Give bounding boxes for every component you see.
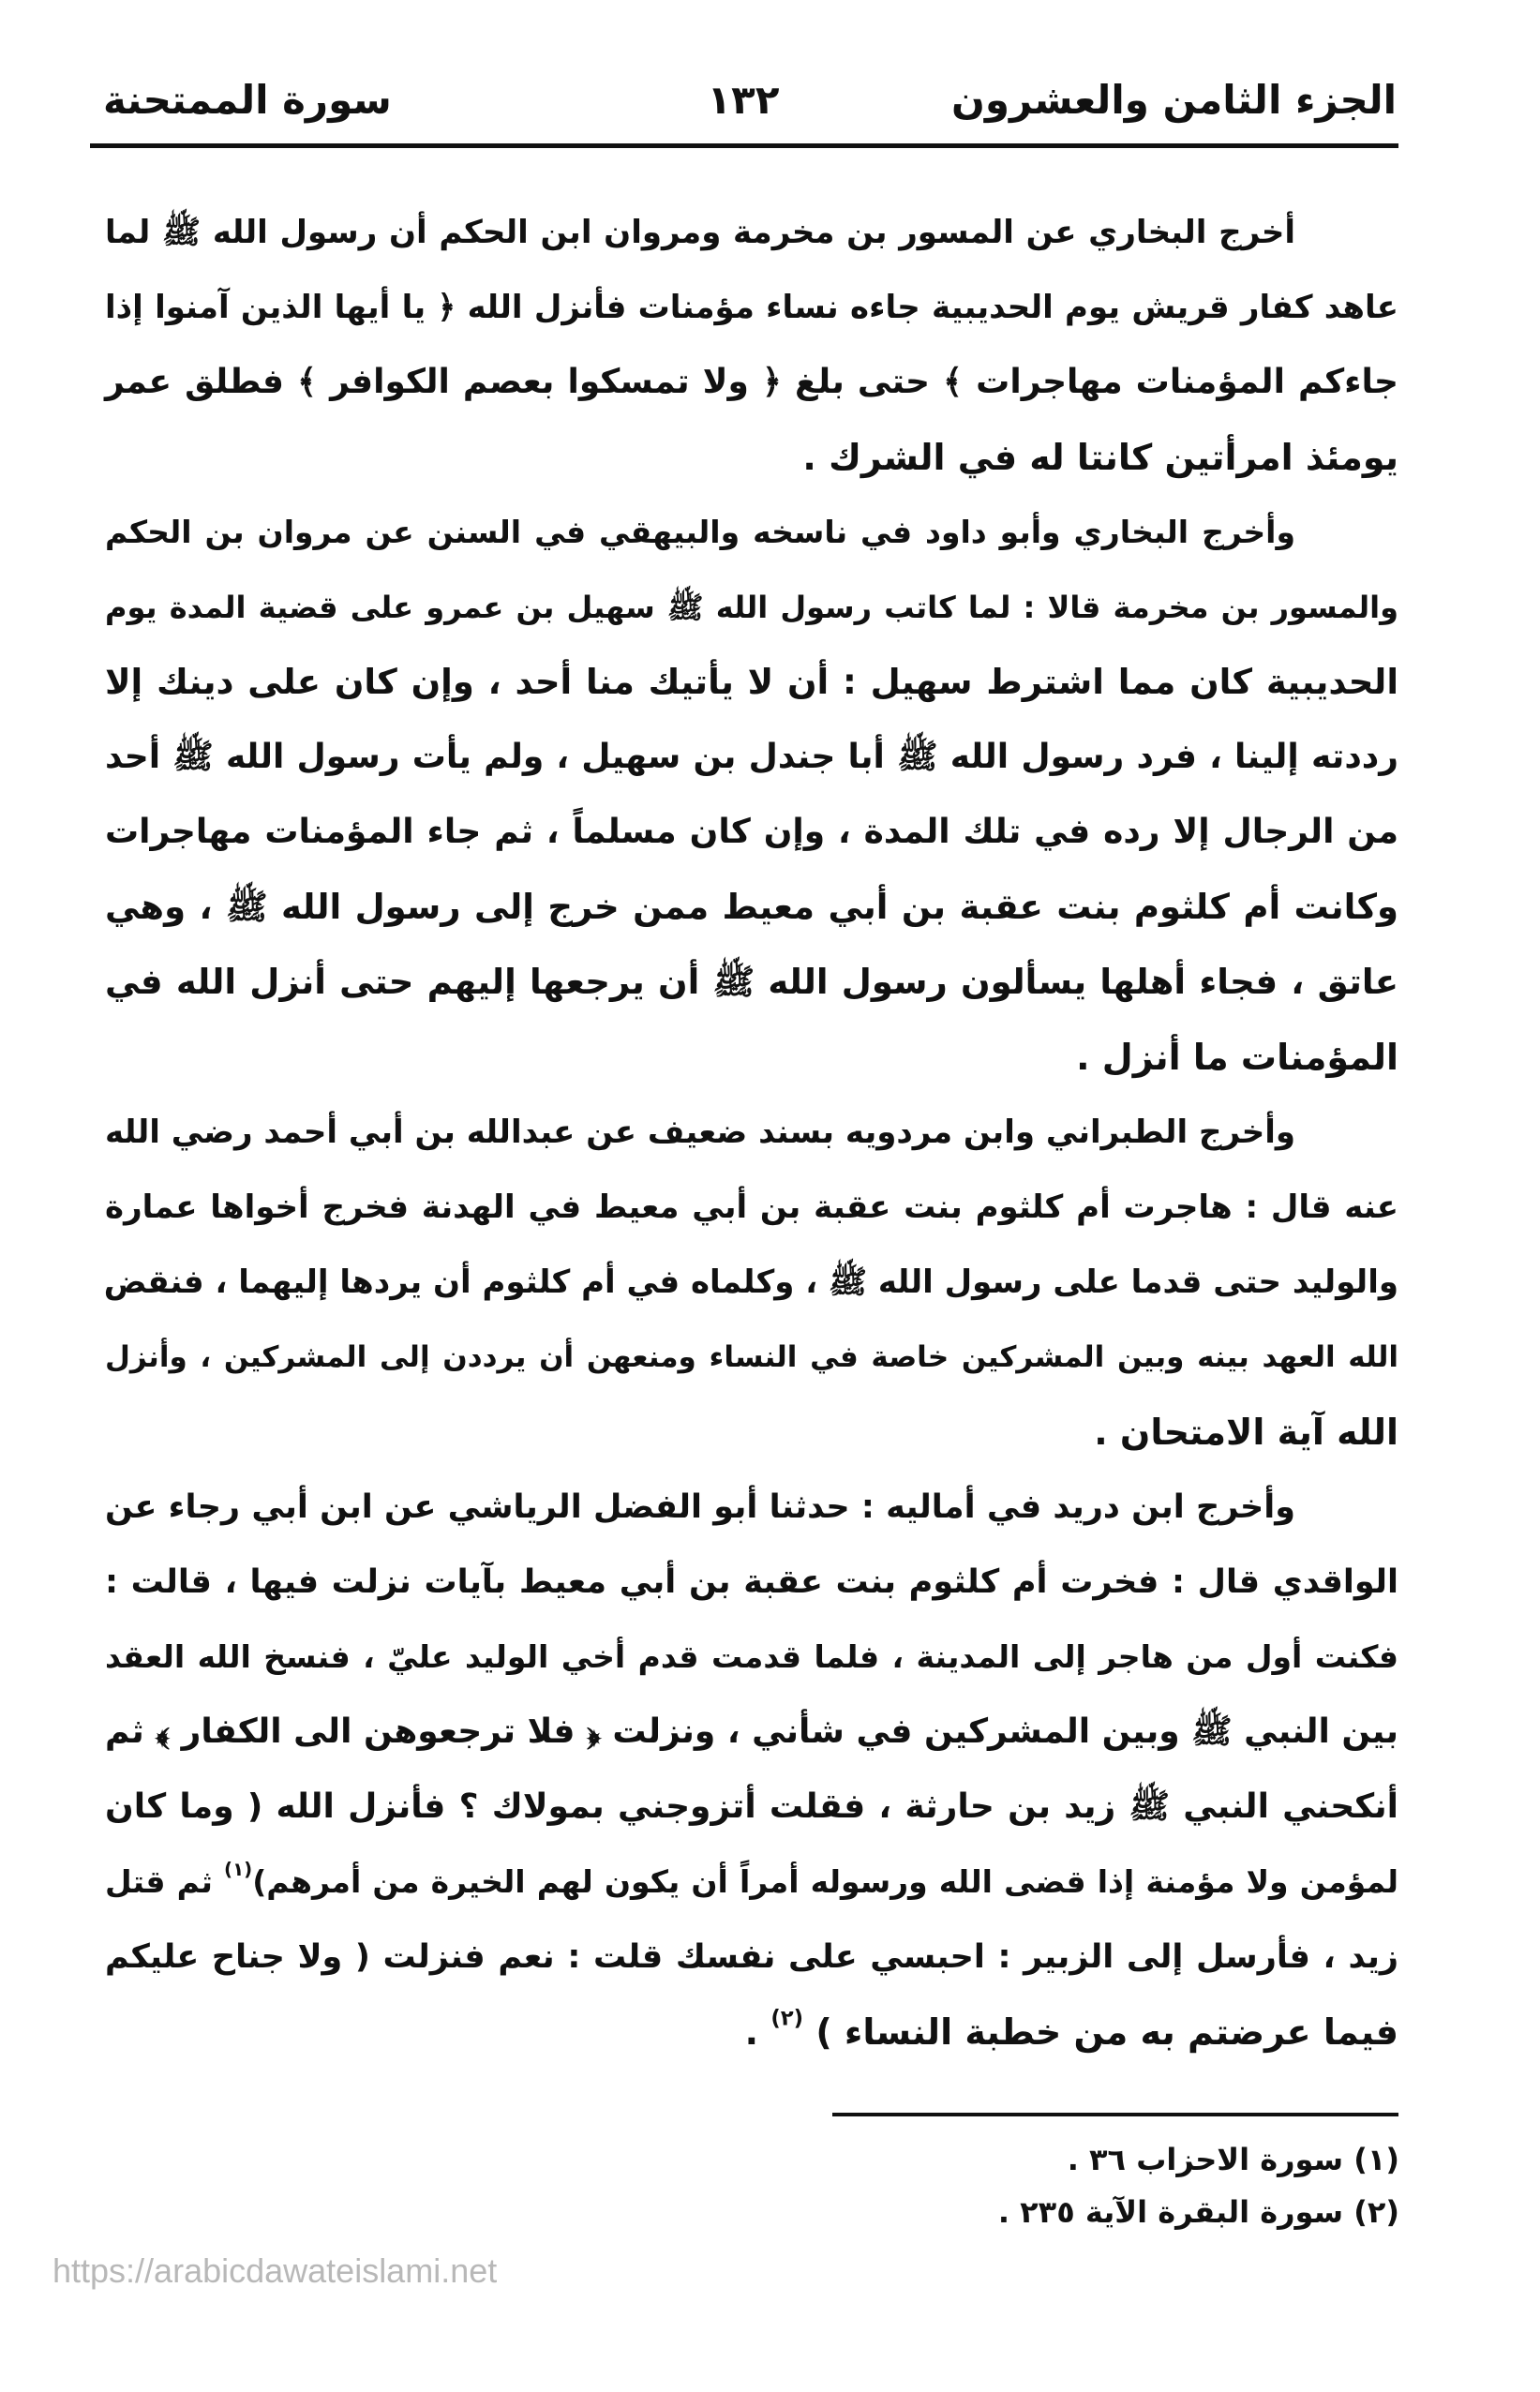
text-line <box>105 345 1398 420</box>
text-segment: عاهد كفار قريش يوم الحديبية جاءه نساء مؤمنات فأنزل الله ﴿ يا أيها الذين آمنوا إذا <box>105 289 1398 326</box>
text-line <box>105 1545 1398 1620</box>
text-line <box>105 1470 1398 1545</box>
page-header <box>90 67 1397 133</box>
footnote-divider <box>832 2113 1398 2116</box>
text-line <box>105 720 1398 795</box>
text-line <box>105 195 1398 270</box>
text-line <box>105 570 1398 645</box>
text-line <box>105 1245 1398 1320</box>
text-line <box>105 1995 1398 2070</box>
text-segment: لمؤمن ولا مؤمنة إذا قضى الله ورسوله أمراً أن يكون لهم الخيرة من أمرهم) <box>252 1863 1398 1900</box>
text-line <box>105 270 1398 345</box>
text-segment: المؤمنات ما أنزل . <box>1076 1037 1398 1078</box>
text-line <box>105 420 1398 495</box>
text-line <box>105 1020 1398 1095</box>
part-title: الجزء الثامن والعشرون <box>951 77 1397 123</box>
text-segment: عنه قال : هاجرت أم كلثوم بنت عقبة بن أبي معيط في الهدنة فخرج أخواها عمارة <box>105 1189 1398 1226</box>
text-segment: وكانت أم كلثوم بنت عقبة بن أبي معيط ممن خرج إلى رسول الله ﷺ ، وهي <box>105 887 1398 927</box>
text-line <box>105 1620 1398 1695</box>
text-segment: الحديبية كان مما اشترط سهيل : أن لا يأتيك منا أحد ، وإن كان على دينك إلا <box>105 662 1398 702</box>
text-segment: . <box>744 2011 771 2053</box>
paragraph <box>105 1470 1398 2070</box>
text-line <box>105 1770 1398 1845</box>
text-line <box>105 1095 1398 1170</box>
text-segment: وأخرج ابن دريد في أماليه : حدثنا أبو الفضل الرياشي عن ابن أبي رجاء عن <box>105 1488 1295 1526</box>
text-segment: رددته إلينا ، فرد رسول الله ﷺ أبا جندل بن سهيل ، ولم يأت رسول الله ﷺ أحد <box>105 738 1398 776</box>
paragraph <box>105 495 1398 1095</box>
text-line <box>105 870 1398 945</box>
footnote-reference: (٢) <box>770 2006 804 2031</box>
text-line <box>105 1920 1398 1995</box>
page-number: ١٣٢ <box>707 77 780 123</box>
header-divider <box>90 143 1398 148</box>
text-segment: يومئذ امرأتين كانتا له في الشرك . <box>802 437 1398 478</box>
text-line <box>105 1395 1398 1470</box>
text-segment: بين النبي ﷺ وبين المشركين في شأني ، ونزلت ﴿ فلا ترجعوهن الى الكفار ﴾ ثم <box>105 1712 1398 1751</box>
surah-title: سورة الممتحنة <box>103 77 392 123</box>
text-line <box>105 945 1398 1020</box>
paragraph <box>105 195 1398 495</box>
footnote-2: (٢) سورة البقرة الآية ٢٣٥ . <box>997 2194 1399 2230</box>
text-segment: والمسور بن مخرمة قالا : لما كاتب رسول الله ﷺ سهيل بن عمرو على قضية المدة يوم <box>105 590 1398 625</box>
text-segment: زيد ، فأرسل إلى الزبير : احبسي على نفسك قلت : نعم فنزلت ( ولا جناح عليكم <box>105 1938 1398 1976</box>
text-segment: جاءكم المؤمنات مهاجرات ﴾ حتى بلغ ﴿ ولا تمسكوا بعصم الكوافر ﴾ فطلق عمر <box>105 363 1398 401</box>
text-line <box>105 795 1398 870</box>
text-line <box>105 495 1398 570</box>
text-segment: وأخرج الطبراني وابن مردويه بسند ضعيف عن عبدالله بن أبي أحمد رضي الله <box>104 1114 1295 1151</box>
text-line <box>105 1320 1398 1395</box>
text-line <box>105 645 1398 720</box>
text-segment: الله آية الامتحان . <box>1094 1412 1398 1453</box>
text-segment: عاتق ، فجاء أهلها يسألون رسول الله ﷺ أن يرجعها إليهم حتى أنزل الله في <box>105 962 1398 1002</box>
text-segment: الواقدي قال : فخرت أم كلثوم بنت عقبة بن أبي معيط بآيات نزلت فيها ، قالت : <box>105 1563 1398 1601</box>
text-segment: فكنت أول من هاجر إلى المدينة ، فلما قدمت قدم أخي الوليد عليّ ، فنسخ الله العقد <box>105 1638 1398 1675</box>
text-line <box>105 1170 1398 1245</box>
text-segment: والوليد حتى قدما على رسول الله ﷺ ، وكلماه في أم كلثوم أن يردها إليهما ، فنقض <box>103 1263 1398 1301</box>
text-segment: الله العهد بينه وبين المشركين خاصة في النساء ومنعهن أن يرددن إلى المشركين ، وأنزل <box>105 1340 1398 1374</box>
text-segment: أنكحني النبي ﷺ زيد بن حارثة ، فقلت أتزوجني بمولاك ؟ فأنزل الله ( وما كان <box>105 1787 1398 1826</box>
text-segment: من الرجال إلا رده في تلك المدة ، وإن كان مسلماً ، ثم جاء المؤمنات مهاجرات <box>105 813 1398 851</box>
text-segment: أخرج البخاري عن المسور بن مخرمة ومروان ابن الحكم أن رسول الله ﷺ لما <box>105 214 1295 251</box>
text-segment: ثم قتل <box>105 1863 225 1900</box>
paragraph <box>105 1095 1398 1470</box>
footnote-1: (١) سورة الاحزاب ٣٦ . <box>1067 2142 1399 2177</box>
footnote-reference: (١) <box>224 1859 253 1881</box>
footnotes <box>998 2133 1399 2238</box>
text-segment: فيما عرضتم به من خطبة النساء ) <box>803 2011 1398 2053</box>
text-line <box>105 1845 1398 1920</box>
watermark-url: https://arabicdawateislami.net <box>52 2251 498 2290</box>
text-segment: وأخرج البخاري وأبو داود في ناسخه والبيهقي في السنن عن مروان بن الحكم <box>105 514 1295 550</box>
text-line <box>105 1695 1398 1770</box>
body-text <box>105 195 1398 2070</box>
